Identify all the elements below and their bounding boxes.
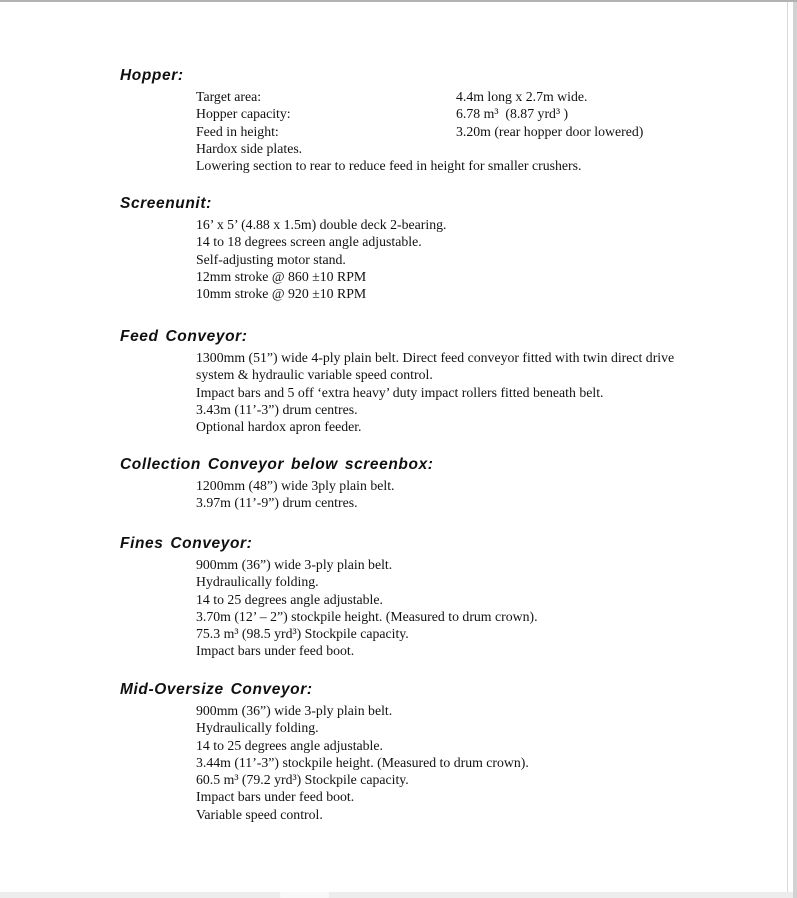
spec-label: Hopper capacity: bbox=[196, 106, 291, 122]
spec-row bbox=[196, 123, 643, 140]
section-body bbox=[120, 349, 691, 435]
section-heading: Screenunit: bbox=[120, 195, 212, 212]
spec-line: Hydraulically folding. bbox=[196, 574, 319, 590]
spec-line: 900mm (36”) wide 3-ply plain belt. bbox=[196, 557, 393, 572]
spec-label: Feed in height: bbox=[196, 123, 279, 139]
spec-line: Lowering section to rear to reduce feed in height for smaller crushers. bbox=[196, 158, 582, 174]
page-right-border bbox=[787, 2, 788, 893]
spec-line: Hardox side plates. bbox=[196, 140, 303, 156]
spec-line: Impact bars under feed boot. bbox=[196, 789, 355, 805]
spec-line: 900mm (36”) wide 3-ply plain belt. bbox=[196, 703, 393, 718]
section-heading: Collection Conveyor below screenbox: bbox=[120, 456, 434, 473]
horizontal-scrollbar-thumb[interactable] bbox=[280, 892, 329, 898]
section-heading: Mid-Oversize Conveyor: bbox=[120, 681, 313, 698]
spec-line: 1200mm (48”) wide 3ply plain belt. bbox=[196, 478, 395, 493]
section-screenunit bbox=[120, 194, 446, 302]
horizontal-scrollbar-track[interactable] bbox=[0, 892, 793, 898]
section-body bbox=[120, 477, 434, 512]
section-body bbox=[120, 216, 446, 302]
spec-line: Impact bars and 5 off ‘extra heavy’ duty impact rollers fitted beneath belt. bbox=[196, 384, 604, 400]
spec-value: 6.78 m³ (8.87 yrd³ ) bbox=[456, 106, 569, 122]
section-mid-oversize-conveyor bbox=[120, 680, 529, 823]
section-body bbox=[120, 88, 643, 174]
section-collection-conveyor bbox=[120, 455, 434, 512]
spec-label: Target area: bbox=[196, 89, 262, 104]
spec-line: 14 to 25 degrees angle adjustable. bbox=[196, 737, 383, 753]
spec-row bbox=[196, 105, 643, 122]
spec-line: 14 to 25 degrees angle adjustable. bbox=[196, 591, 383, 607]
spec-line: 3.70m (12’ – 2”) stockpile height. (Measured to drum crown). bbox=[196, 608, 538, 624]
window-top-edge bbox=[0, 0, 797, 2]
spec-line: Impact bars under feed boot. bbox=[196, 643, 355, 659]
spec-line: Variable speed control. bbox=[196, 806, 323, 822]
spec-line: 60.5 m³ (79.2 yrd³) Stockpile capacity. bbox=[196, 772, 409, 788]
spec-line: 10mm stroke @ 920 ±10 RPM bbox=[196, 286, 367, 302]
spec-line: 16’ x 5’ (4.88 x 1.5m) double deck 2-bearing. bbox=[196, 217, 447, 232]
spec-line: 3.44m (11’-3”) stockpile height. (Measured to drum crown). bbox=[196, 754, 529, 770]
window-right-edge bbox=[793, 2, 797, 898]
section-heading: Hopper: bbox=[120, 67, 184, 84]
spec-line: 1300mm (51”) wide 4-ply plain belt. Direct feed conveyor fitted with twin direct drive system & hydraulic variable speed control. bbox=[196, 350, 675, 383]
spec-line: 12mm stroke @ 860 ±10 RPM bbox=[196, 268, 367, 284]
spec-line: Hydraulically folding. bbox=[196, 720, 319, 736]
section-body bbox=[120, 556, 538, 660]
spec-line: Self-adjusting motor stand. bbox=[196, 251, 346, 267]
spec-line: 75.3 m³ (98.5 yrd³) Stockpile capacity. bbox=[196, 626, 409, 642]
section-heading: Fines Conveyor: bbox=[120, 535, 253, 552]
section-fines-conveyor bbox=[120, 534, 538, 660]
section-heading: Feed Conveyor: bbox=[120, 328, 248, 345]
section-feed-conveyor bbox=[120, 327, 691, 435]
section-body bbox=[120, 702, 529, 823]
spec-line: 3.97m (11’-9”) drum centres. bbox=[196, 495, 358, 511]
spec-value: 3.20m (rear hopper door lowered) bbox=[456, 123, 644, 139]
section-hopper bbox=[120, 66, 643, 174]
spec-line: 3.43m (11’-3”) drum centres. bbox=[196, 401, 358, 417]
spec-line: 14 to 18 degrees screen angle adjustable. bbox=[196, 234, 422, 250]
spec-line: Optional hardox apron feeder. bbox=[196, 419, 362, 435]
spec-row bbox=[196, 88, 643, 105]
spec-value: 4.4m long x 2.7m wide. bbox=[456, 89, 588, 104]
